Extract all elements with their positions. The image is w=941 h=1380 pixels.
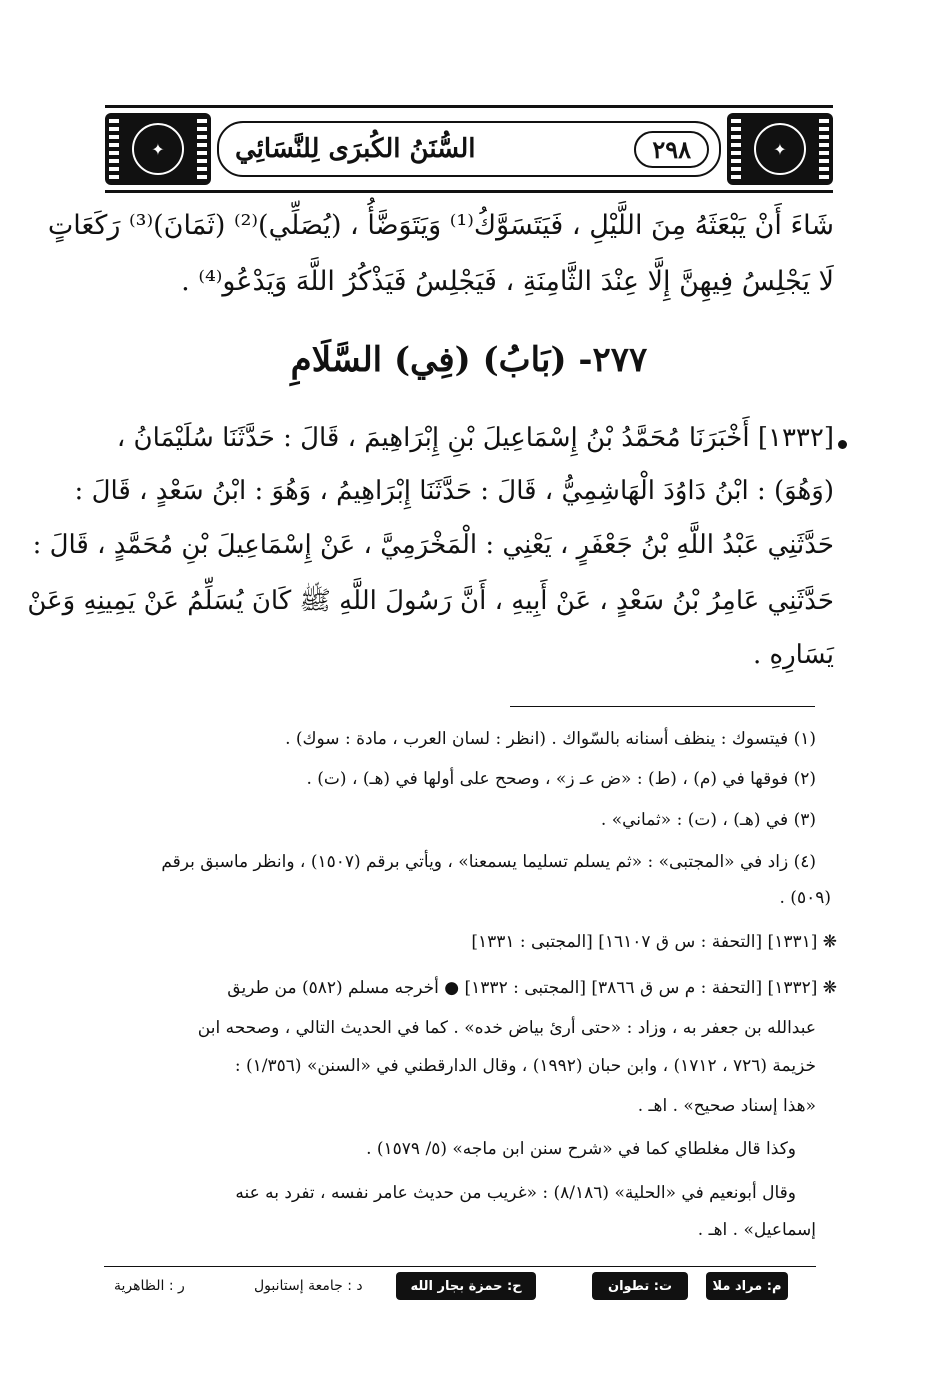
main-text-line-1: شَاءَ أَنْ يَبْعَثَهُ مِنَ اللَّيْلِ ، فَيَتَسَوَّكُ⁽¹⁾ وَيَتَوَضَّأُ ، (يُصَلِّي)⁽²⁾ (ثَمَانَ)⁽³⁾ رَكَعَاتٍ <box>47 210 834 241</box>
main-text-line-2: لَا يَجْلِسُ فِيهِنَّ إِلَّا عِنْدَ الثَّامِنَةِ ، فَيَجْلِسُ فَيَذْكُرُ اللَّهَ وَيَدْعُو⁽⁴⁾ . <box>181 266 834 297</box>
hadith-line-5: يَسَارِهِ . <box>752 640 834 670</box>
left-ornament <box>105 113 211 185</box>
hadith-line-3: حَدَّثَنِي عَبْدُ اللَّهِ بْنُ جَعْفَرٍ ، يَعْنِي : الْمَخْرَمِيَّ ، عَنْ إِسْمَاعِيلَ بْنِ مُحَمَّدٍ ، قَالَ : <box>32 530 834 560</box>
hadith-bullet-icon <box>838 440 847 449</box>
footnote-4: (٤) زاد في «المجتبى» : «ثم يسلم تسليما يسمعنا» ، ويأتي برقم (١٥٠٧) ، وانظر ماسبق برقم <box>161 852 816 872</box>
right-ornament <box>727 113 833 185</box>
manuscript-sigla <box>104 1270 834 1306</box>
takhrij-entry-2-line-4: «هذا إسناد صحيح» . اهـ . <box>637 1096 816 1116</box>
siglum-tag-3: ح: حمزة بجار الله <box>396 1272 536 1300</box>
footnote-3: (٣) في (هـ) ، (ت) : «ثماني» . <box>600 810 816 830</box>
siglum-plain-2: ر : الظاهرية <box>114 1278 185 1294</box>
footnote-2: (٢) فوقها في (م) ، (ط) : «ض عـ ز» ، وصحح على أولها في (هـ) ، (ت) . <box>306 769 816 789</box>
takhrij-entry-2-line-2: عبدالله بن جعفر به ، وزاد : «حتى أرئ بياض خده» . كما في الحديث التالي ، وصححه ابن <box>197 1018 816 1038</box>
siglum-tag-2: ت: تطوان <box>592 1272 688 1300</box>
hadith-line-4: حَدَّثَنِي عَامِرُ بْنُ سَعْدٍ ، عَنْ أَبِيهِ ، أَنَّ رَسُولَ اللَّهِ ﷺ كَانَ يُسَلِّمُ عَنْ يَمِينِهِ وَعَنْ <box>27 586 834 616</box>
hadith-line-2: (وَهُوَ) : ابْنُ دَاوُدَ الْهَاشِمِيُّ ، قَالَ : حَدَّثَنَا إِبْرَاهِيمُ ، وَهُوَ : ابْنُ سَعْدٍ ، قَالَ : <box>74 476 834 506</box>
book-title: السُّنَنُ الكُبرَى لِلنَّسَائِي <box>235 134 476 164</box>
chapter-title: ٢٧٧- (بَابُ) (فِي) السَّلَامِ <box>290 340 648 380</box>
footnote-4-cont: (٥٠٩) . <box>779 888 831 908</box>
hadith-line-1: [١٣٣٢] أَخْبَرَنَا مُحَمَّدُ بْنُ إِسْمَاعِيلَ بْنِ إِبْرَاهِيمَ ، قَالَ : حَدَّثَنَا سُلَيْمَانُ ، <box>116 423 834 453</box>
takhrij-entry-2-line-1: ❋ [١٣٣٢] [التحفة : م س ق ٣٨٦٦] [المجتبى : ١٣٣٢] ● أخرجه مسلم (٥٨٢) من طريق <box>227 978 837 998</box>
siglum-tag-1: م: مراد ملا <box>706 1272 788 1300</box>
takhrij-entry-2-line-3: خزيمة (٧٢٦ ، ١٧١٢) ، وابن حبان (١٩٩٢) ، وقال الدارقطني في «السنن» (١/٣٥٦) : <box>234 1056 816 1076</box>
footnote-1: (١) فيتسوك : ينظف أسنانه بالسّواك . (انظر : لسان العرب ، مادة : سوك) . <box>285 729 816 749</box>
takhrij-entry-1: ❋ [١٣٣١] [التحفة : س ق ١٦١٠٧] [المجتبى : ١٣٣١] <box>471 932 837 952</box>
footer-rule <box>104 1266 816 1267</box>
ornament-icon: ✦ <box>132 123 184 175</box>
title-banner <box>217 121 721 177</box>
page-header <box>105 105 833 193</box>
page-number: ٢٩٨ <box>634 131 709 168</box>
footnote-separator <box>510 706 815 707</box>
takhrij-entry-2-line-6: وقال أبونعيم في «الحلية» (٨/١٨٦) : «غريب من حديث عامر نفسه ، تفرد به عنه <box>235 1183 796 1203</box>
siglum-plain-1: د : جامعة إستانبول <box>254 1278 363 1294</box>
takhrij-entry-2-line-7: إسماعيل» . اهـ . <box>697 1220 816 1240</box>
ornament-icon: ✦ <box>754 123 806 175</box>
takhrij-entry-2-line-5: وكذا قال مغلطاي كما في «شرح سنن ابن ماجه» (٥/ ١٥٧٩) . <box>366 1139 796 1159</box>
